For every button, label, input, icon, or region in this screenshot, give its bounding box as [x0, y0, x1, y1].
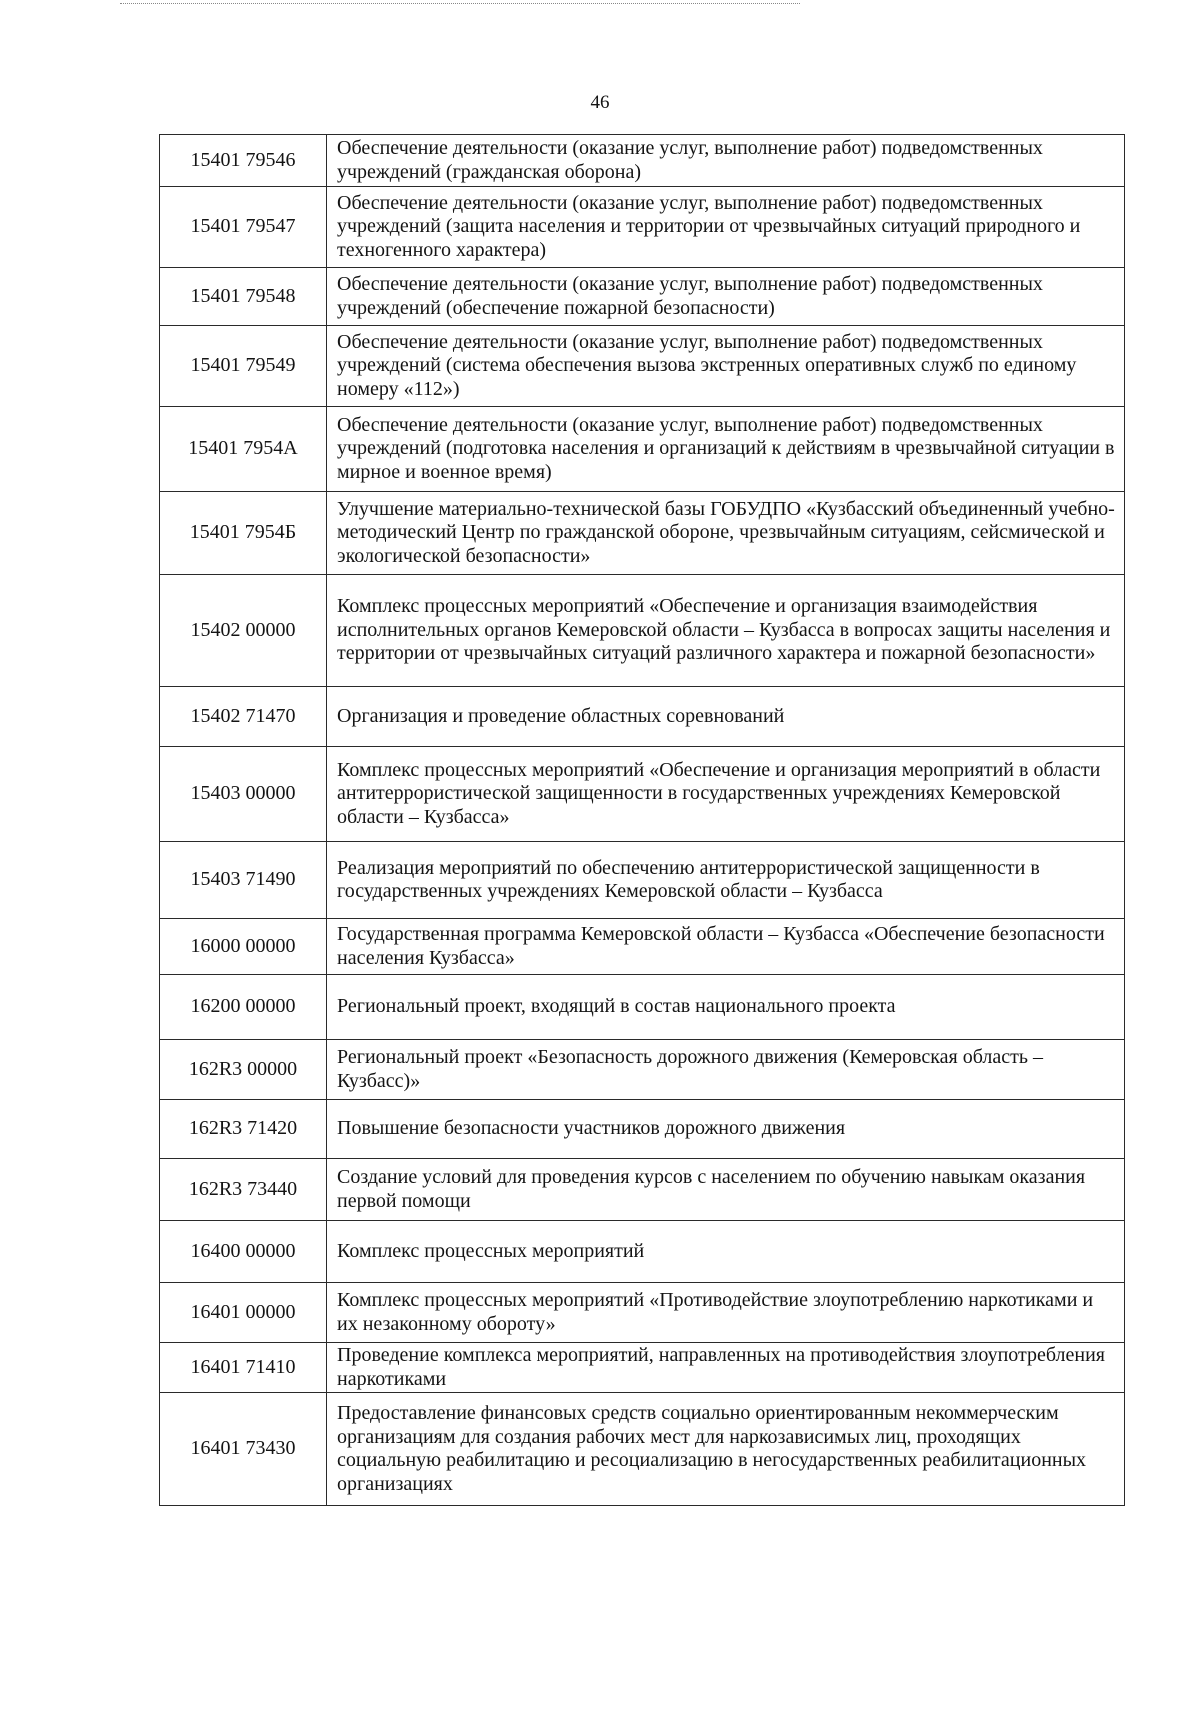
table-row	[160, 1100, 1125, 1159]
table-row	[160, 687, 1125, 747]
row-description: Реализация мероприятий по обеспечению антитеррористической защищенности в государственных учреждениях Кемеровской области – Кузбасса	[327, 842, 1125, 919]
row-code: 162R3 71420	[160, 1100, 327, 1159]
table-row	[160, 747, 1125, 842]
row-code: 15403 00000	[160, 747, 327, 842]
row-description: Обеспечение деятельности (оказание услуг, выполнение работ) подведомственных учреждений (система обеспечения вызова экстренных оперативных служб по единому номеру «112»)	[327, 326, 1125, 407]
row-code: 16401 00000	[160, 1283, 327, 1343]
row-code: 162R3 00000	[160, 1040, 327, 1100]
table-row	[160, 1283, 1125, 1343]
row-description: Региональный проект «Безопасность дорожного движения (Кемеровская область – Кузбасс)»	[327, 1040, 1125, 1100]
row-code: 162R3 73440	[160, 1159, 327, 1221]
row-description: Организация и проведение областных соревнований	[327, 687, 1125, 747]
row-description: Комплекс процессных мероприятий «Противодействие злоупотреблению наркотиками и их незаконному обороту»	[327, 1283, 1125, 1343]
row-code: 16000 00000	[160, 919, 327, 975]
row-description: Комплекс процессных мероприятий «Обеспечение и организация мероприятий в области антитеррористической защищенности в государственных учреждениях Кемеровской области – Кузбасса»	[327, 747, 1125, 842]
table-row	[160, 1221, 1125, 1283]
row-code: 15402 71470	[160, 687, 327, 747]
row-description: Государственная программа Кемеровской области – Кузбасса «Обеспечение безопасности населения Кузбасса»	[327, 919, 1125, 975]
row-code: 16400 00000	[160, 1221, 327, 1283]
table-row	[160, 1343, 1125, 1393]
table-row	[160, 842, 1125, 919]
row-code: 15401 79547	[160, 187, 327, 268]
scan-artifact-line	[120, 3, 800, 4]
budget-code-table	[159, 134, 1125, 1506]
table-row	[160, 575, 1125, 687]
table-row	[160, 919, 1125, 975]
row-code: 15401 79548	[160, 268, 327, 326]
row-description: Обеспечение деятельности (оказание услуг, выполнение работ) подведомственных учреждений (обеспечение пожарной безопасности)	[327, 268, 1125, 326]
row-description: Комплекс процессных мероприятий «Обеспечение и организация взаимодействия исполнительных органов Кемеровской области – Кузбасса в вопросах защиты населения и территории от чрезвычайных ситуаций различного характера и пожарной безопасности»	[327, 575, 1125, 687]
table-row	[160, 187, 1125, 268]
row-code: 15401 79549	[160, 326, 327, 407]
table-row	[160, 492, 1125, 575]
table-row	[160, 407, 1125, 492]
row-description: Улучшение материально-технической базы ГОБУДПО «Кузбасский объединенный учебно-методический Центр по гражданской обороне, чрезвычайным ситуациям, сейсмической и экологической безопасности»	[327, 492, 1125, 575]
row-description: Предоставление финансовых средств социально ориентированным некоммерческим организациям для создания рабочих мест для наркозависимых лиц, проходящих социальную реабилитацию и ресоциализацию в негосударственных реабилитационных организациях	[327, 1393, 1125, 1506]
row-code: 16401 73430	[160, 1393, 327, 1506]
table-row	[160, 326, 1125, 407]
row-description: Создание условий для проведения курсов с населением по обучению навыкам оказания первой помощи	[327, 1159, 1125, 1221]
row-code: 16200 00000	[160, 975, 327, 1040]
table-row	[160, 1159, 1125, 1221]
row-code: 15401 79546	[160, 135, 327, 187]
row-code: 15402 00000	[160, 575, 327, 687]
row-code: 16401 71410	[160, 1343, 327, 1393]
table-row	[160, 135, 1125, 187]
table-row	[160, 975, 1125, 1040]
page-number: 46	[590, 92, 610, 113]
table-row	[160, 1040, 1125, 1100]
row-description: Региональный проект, входящий в состав национального проекта	[327, 975, 1125, 1040]
row-description: Обеспечение деятельности (оказание услуг, выполнение работ) подведомственных учреждений (гражданская оборона)	[327, 135, 1125, 187]
table-row	[160, 268, 1125, 326]
row-code: 15403 71490	[160, 842, 327, 919]
row-description: Проведение комплекса мероприятий, направленных на противодействия злоупотребления наркотиками	[327, 1343, 1125, 1393]
row-description: Обеспечение деятельности (оказание услуг, выполнение работ) подведомственных учреждений (защита населения и территории от чрезвычайных ситуаций природного и техногенного характера)	[327, 187, 1125, 268]
row-code: 15401 7954Б	[160, 492, 327, 575]
row-description: Повышение безопасности участников дорожного движения	[327, 1100, 1125, 1159]
table-row	[160, 1393, 1125, 1506]
row-description: Обеспечение деятельности (оказание услуг, выполнение работ) подведомственных учреждений (подготовка населения и организаций к действиям в чрезвычайной ситуации в мирное и военное время)	[327, 407, 1125, 492]
row-code: 15401 7954А	[160, 407, 327, 492]
row-description: Комплекс процессных мероприятий	[327, 1221, 1125, 1283]
